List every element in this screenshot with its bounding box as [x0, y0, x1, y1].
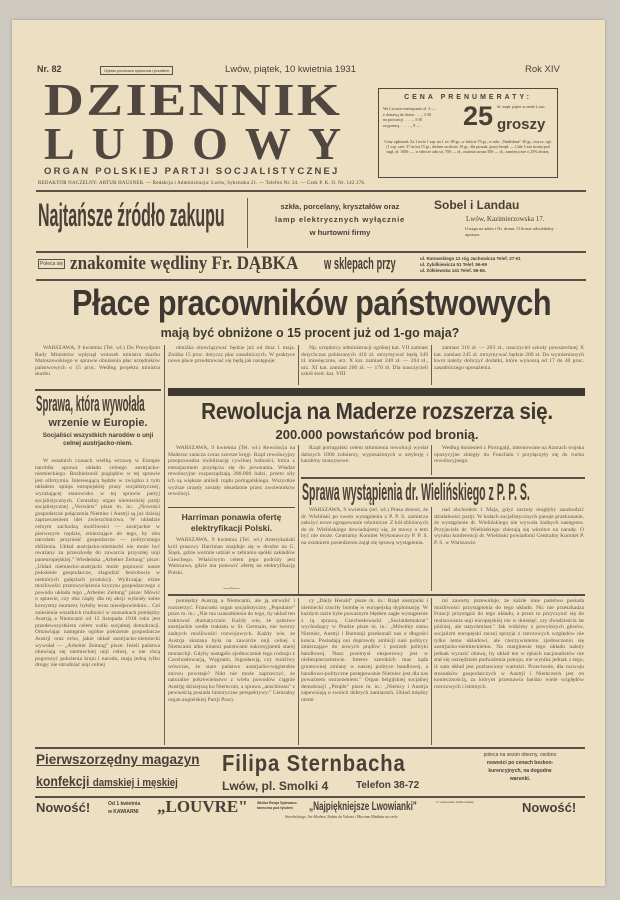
- europe-article: W ostatnich czasach wielką wrzawę w Europie narobiła sprawa układu celnego austrjacko-niemieckiego. Rozbieżność poglądów w tej sprawie jest olbrzymia. Interesującą będzie w związku z tym układem opinja europejskiej prasy socjalistycznej, wyrażającej stanowisko w tej sprawie partyj socjalistycznych. Centralny organ niemieckiej partji socjalistycznej „Vorwärts" pisze m. in.: „Nowości gospodarcze połączenia Niemiec i Austrji są już dzisiaj zaprzeczeniem idei zwierzchnictwa. W układzie celnym zachodzą możliwości — austrjackie w pierwszym rzędzie, zmierzające do tego, by obu narodom przynieść gospodarcze — politycznego zbliżenia. Układ austrjacko-niemiecki nie może być uważany za przeszkodę do zawarcia przyszłej unji paneuropejskiej." Wiedeńska „Arbeiter Zeitung" pisze: „Układ niemiecko-austrjacki może poprawić nasze położenie gospodarcze, złagodzić bezrobocie w niektórych gałęziach produkcji. Wyliczając różne możliwości przezwyciężenia kryzysu gospodarczego z powodu układu tego „Arbeiter Zeitung" pisze: Mówić o sprawie, czy oba rządy dla tej akcji wybrały sobie korzystny moment, byłoby teraz nieodpowiednio... Cel zniesienia wszelkich trudności w stosunkach pomiędzy Austrją a Niemcami od 12 listopada 1918 roku jest przedewszystkiem celem walki socjalnej demokracji. Omawiając następnie ogólne położenie gospodarcze Austrji oraz echo, jakie układ austrjacko-niemiecki wywołał — „Arbeiter Zeitung" pisze: Jeżeli państwa obawiają się niemieckiej unji celnej, a nie chcą pogorszyć położenia kraju i narodu, mają jedną tylko drogę: nie utrudniać unji celnej: [35, 458, 160, 669]
- divider: [168, 594, 585, 596]
- lead-article-col3: Np. urzędnicy administracji ogólnej kat. VII zamiast dotychczas pobieranych 410 zł. otrzymywać będą 349 zł. miesięcznie, urz. X kat. zamiast 240 zł. — 204 zł., urz. XI kat. zamiast 200 zł. — 170 zł. Dla nauczycieli szkół śred. kat. VIII: [301, 345, 428, 378]
- column-divider: [298, 598, 299, 745]
- ad-dabka-sausages: znakomite wędliny Fr. DĄBKA: [70, 253, 299, 274]
- column-divider: [298, 445, 299, 595]
- editor-line: REDAKTOR NACZELNY: ARTUR HAUSNER. — Redakcja i Administracja: Lwów, Sykstuska 21. — Telefon Nr. 24. — Czek P. K. O. Nr. 142.176.: [38, 181, 366, 186]
- ad-first-class-store: Pierwszorzędny magazyn: [36, 752, 200, 767]
- divider: [36, 190, 586, 192]
- divider: [35, 796, 585, 798]
- europe-headline-line2: wrzenie w Europie.: [48, 417, 148, 429]
- europe-continued-col3: mi zawarty przewiduje, że każde inne państwo posiada możliwości przystąpienia do tego układu. Nic nie przeszkadza Francji przystąpić do tego układu, a przez to przyczynić się do realizowania unji europejskiej nie w dniesięć, czy dwadzieścia lat później, ale natychmiast." Jak widzimy z powyższych głosów, socjalizm europejski raczej sprzyja z rzeczowych względów nie tylko temu układowi, ale rzeczywistemu zjednoczeniu się austrjacko-niemieckiemu. Na marginesie tego układu należy jednak wyrazić obawę, by układ ten w rękach nacjonalistów nie stał się narzędziem podważenia pokoju, nie wynika jednak z tego, iż sam układ jest pozbawiony wartości. Przeciwnie, dla rozwoju stosunków gospodarczych w Austrji i Niemczech jest on koniecznością, za którym przemawia bardzo wiele względów rzeczowych i istotnych.: [434, 598, 584, 690]
- divider: [247, 198, 248, 248]
- ad-firm-note: Uwaga na adres i Nr. domu. O liczne odwiedziny uprasza.: [465, 226, 554, 237]
- ad-novelty-right: Nowość!: [522, 800, 577, 815]
- europe-continued-col2: cy „Daily Herald" pisze m. in.: Rząd austrjacki i niemiecki rzuciły bombę w europejską dyplomację. W każdym razie było poważnym błędem zagłe wystąpienie z tą sprawą. Czechosłowacki „Socialdemokrat" wychodzący w Pradze pisze m. in.: „Mówimy stanu Niemiec, Austrji i Rumunji przekonali nas o długości konca. Posiadają oni doprawdy ambicji nasi politycy zmierzające do nowych prądów i potrzeb polityki handlowej. Nasz przemysł eksportowy jest w niebezpieczeństwie. Interes szerokich mas żąda gruntownej zmiany w naszej polityce handlowej, a handlowo-polityczne postępowanie Niemiec jest dla nas poważnem ostrzeżeniem." Organ belgijskiej socjalnej demokracji „Peuple" pisze m. in.: „Niemcy i Austrja zapewniają o swoich dobrych zamiarach. Układ między niemi: [301, 598, 428, 703]
- ad-firm-address: Lwów, Kazimierzowska 17.: [466, 215, 545, 223]
- ad-revue-title: „Najpiękniejsze Lwowianki": [309, 799, 417, 813]
- ad-dabka-shops: w sklepach przy: [324, 254, 396, 273]
- lead-article-col1: WARSZAWA, 9 kwietnia (Tel. wł.) Do Prezydjum Rady Ministrów wpłynął wniosek ministra skarbu Matuszewskiego w sprawie obniżenia płac urzędników państwowych o 15 proc. Według projektu ministra skarbu: [35, 345, 160, 378]
- madera-headline: Rewolucja na Maderze rozszerza się.: [201, 398, 553, 424]
- europe-headline-line1: Sprawa, która wywołała: [36, 391, 145, 416]
- europe-subheadline: Socjaliści wszystkich narodów o unji celnej austrjacko-niem.: [42, 432, 154, 447]
- ornament-divider: —◦—: [223, 584, 240, 592]
- ad-glass-porcelain-text: szkła, porcelany, kryształów oraz lamp elektrycznych wyłącznie w hurtowni firmy: [274, 202, 406, 237]
- wielinski-headline: Sprawa wystąpienia dr. Wielińskiego z P. P. S.: [302, 479, 530, 506]
- ad-clothing: konfekcji damskiej i męskiej: [36, 773, 178, 789]
- ad-dabka-addresses: ul. Ratowskiego 12 róg Jachowicza Telef. 27-01 ul. Zybilkiewicza 51 Telef. 56-69 ul. Żółkiewska 141 Telef. 56-66.: [420, 256, 521, 273]
- column-divider: [164, 345, 165, 745]
- column-divider: [431, 598, 432, 745]
- madera-article-col1: WARSZAWA, 9 kwietnia (Tel. wł.) Rewolucja na Maderze zatacza coraz szersze kręgi. Rząd rewolucyjny przeprowadza mobilizację cywilnej ludności, która z entuzjazmem przyłącza się do powstania. Władze rewolucyjne rozporządzają 200.000 ludzi, przeto siły ich są większe aniżeli rządu portugalskiego. Wszystkie wyższe urzędy zostały obsadzone przez zwolenników rewolucji.: [168, 445, 295, 498]
- europe-continued-col1: pomiędzy Austrją a Niemcami, ale ją utrwalić i rozszerzyć. Francuski organ socjalistyczny „Populaire" pisze m. in.: „Nie ma uzasadnienia do tego, by układ ten traktować dramatycznie. Każdy wie, że państwo austrjackie wedle traktatu w St. Germain, nie tworzy żadnych możliwości rozwojowych. Każdy wie, że Austrja skazana była na zawarcie unji celnej z Niemcami albo innemi państwami sukcesyjnemi starej monarchji. Gdyby nastąpiło zjednoczenie tego rodzaju z Czechosłowacją, Węgrami, Jugosławją, czy możliwy wówczas, że stare państwo austrjacko-węgierskie znowu powstaje? Nikt nie może zaprzeczyć, że naturalne pokrewieństwo z wielu powodów ciągnie Austrję dzisiejszą ku Niemcom, a sprawa „anschlussu" z pewnością posiada historyczne perspektywy." Centralny organ angielskiej Partji Pracy: [168, 598, 295, 703]
- advertising-rates: Ceny ogłoszeń: Za 1 m/m 1 szp. na 1 str. 80 gr., w tekście 70 gr., w rubr. „Nadesłane" 40 gr., zwycz. ogł. (1 szp. szer. 37 m/m) 15 gr., drobne za słowo 10 gr., dla poszuk. pracy bezpł. — Cała 1-sza strona pod nagł. zł. 1000·—, w tekście cała str. 700·— zł., ostatnia strona 500·— zł., zamiejscowe o 25% drożej.: [384, 139, 552, 154]
- ad-sternbach-address: Lwów, pl. Smolki 4: [222, 779, 329, 793]
- subscription-rates: We Lwowie miesięcznie zł. 3·— z dostawą do domu . . . „ 3·50 na prowincji . . . . „ 3·50 za granicą . . . . . „ 9·—: [383, 106, 436, 128]
- single-copy-price: 25: [463, 101, 494, 131]
- ad-revue-cast: Strzeleckiego, Art-Modera, Baletu da Valoisa i Mieciem Mańkim na czele: [285, 815, 398, 819]
- ad-revue-note: w wykonaniu Zubrowskiej: [436, 800, 474, 804]
- lead-article-col2: obniżka obowiązywać będzie już od dnia 1 maja. Zniżka 15 proc. dotyczy płac zasadniczych. W praktyce nowe płace przedstawiać się będą jak następuje:: [168, 345, 295, 365]
- ad-sternbach-phone: Telefon 38-72: [356, 780, 420, 791]
- ad-revue-label: Wielka Rewja Spiewano-taneczna pod tytułem: [257, 801, 298, 810]
- issue-year: Rok XIV: [525, 64, 560, 75]
- madera-article-col2: Rząd portugalski celem stłumienia rewolucji wysłał dalszych 1000 żołnierzy, wyposażonych w artylerję i karabiny maszynowe.: [301, 445, 428, 465]
- column-divider: [431, 507, 432, 591]
- wielinski-article-col1: WARSZAWA, 9 kwietnia (tel. wł.) Prasa donosi, że dr. Wieliński po swem wystąpieniu z P. P. S. zamierza założyć nowe ugrupowanie robotnicze. Z kół zbliżonych do dr. Wielińskiego dowiadujemy się, że mowy o tem być nie może. Centralny Komitet Wykonawczy P. P. S. na ostatniem posiedzeniu zajął się sprawą wystąpienia.: [301, 507, 428, 546]
- issue-date: Lwów, piątek, 10 kwietnia 1931: [225, 64, 356, 75]
- divider: [168, 507, 295, 508]
- madera-subheadline: 200.000 powstańców pod bronią.: [275, 427, 479, 442]
- ad-cheapest-source: Najtańsze źródło zakupu: [38, 197, 225, 233]
- wielinski-article-col2: nad obchodem 1 Maja, gdyż zarzuty mogłyby zaszkodzić działalności partji. W kołach socjalistycznych panuje przekonanie, że wystąpienie dr. Wielińskiego nie wywoła żadnych następstw. Przyjaciele dr. Wielińskiego zbierają się wkrótce na naradę. O wyniku konferencji dr. Wieliński powiadomi Centralny Komitet P. P. S. w Warszawie.: [434, 507, 584, 546]
- ad-sternbach-note: poleca na sezon obecny, osobno nowości po cenach bezkon- kurencyjnych, na dogodne warunki.: [483, 752, 557, 782]
- ad-louvre-name: „LOUVRE": [157, 797, 248, 816]
- single-copy-unit: groszy: [497, 116, 546, 133]
- ad-novelty-left: Nowość!: [36, 800, 91, 815]
- ad-recommends: Poleca się: [40, 261, 64, 267]
- masthead-title-line2: LUDOWY: [44, 118, 359, 169]
- divider: [35, 747, 585, 749]
- lead-article-col4: zamiast 310 zł. — 263 zł., nauczyciel szkoły powszechnej X kat. zamiast 245 zł. otrzymywać będzie 209 zł. Do wymienionych kwot należy doliczyć dodatki, które wynoszą od 17 do 40 proc. zasadniczego uposażenia.: [434, 345, 584, 371]
- issue-number: Nr. 82: [37, 64, 62, 74]
- harriman-article: WARSZAWA, 9 kwietnia (Tel. wł.) Amerykański król prasowy Harriman znajduje się w drodze na G. Śląsk, gdzie weźmie udział w zebraniu spółki zakładów Gieschego. Właściwym celem jego podróży jest Warszawa, gdzie ma ponowić ofertę na elektryfikację Polski.: [168, 537, 295, 576]
- ad-firm-sobel-landau: Sobel i Landau: [434, 198, 520, 212]
- column-divider: [431, 445, 432, 475]
- ad-louvre-date: Od 1 kwietnia w KAWIARNI: [108, 801, 141, 815]
- postage-note: Opłata pocztowa opłacona ryczałtem: [100, 66, 173, 75]
- ad-sternbach-firm: Filipa Sternbacha: [222, 750, 406, 776]
- masthead-title-line1: DZIENNIK: [44, 74, 343, 125]
- column-divider: [298, 345, 299, 385]
- dark-band: [168, 388, 585, 396]
- lead-headline: Płace pracowników państwowych: [72, 282, 552, 323]
- madera-article-col3: Według doniesień z Portugalji, internowane na Azorach wojska opozycyjne zbiegły do Funchalu i przyłączyły się do ruchu rewolucyjnego.: [434, 445, 584, 465]
- single-copy-note: Nr. zwyk. pojed. w cenie 1-ooo: [497, 105, 545, 109]
- masthead-subtitle: ORGAN POLSKIEJ PARTJI SOCJALISTYCZNEJ: [44, 166, 340, 177]
- price-box-title: CENA PRENUMERATY:: [404, 94, 532, 101]
- subscription-price-box: [378, 88, 558, 178]
- lead-subheadline: mają być obniżone o 15 procent już od 1-go maja?: [160, 326, 460, 340]
- divider: [36, 279, 586, 281]
- harriman-headline: Harriman ponawia ofertę elektryfikacji Polski.: [181, 512, 282, 533]
- column-divider: [431, 345, 432, 385]
